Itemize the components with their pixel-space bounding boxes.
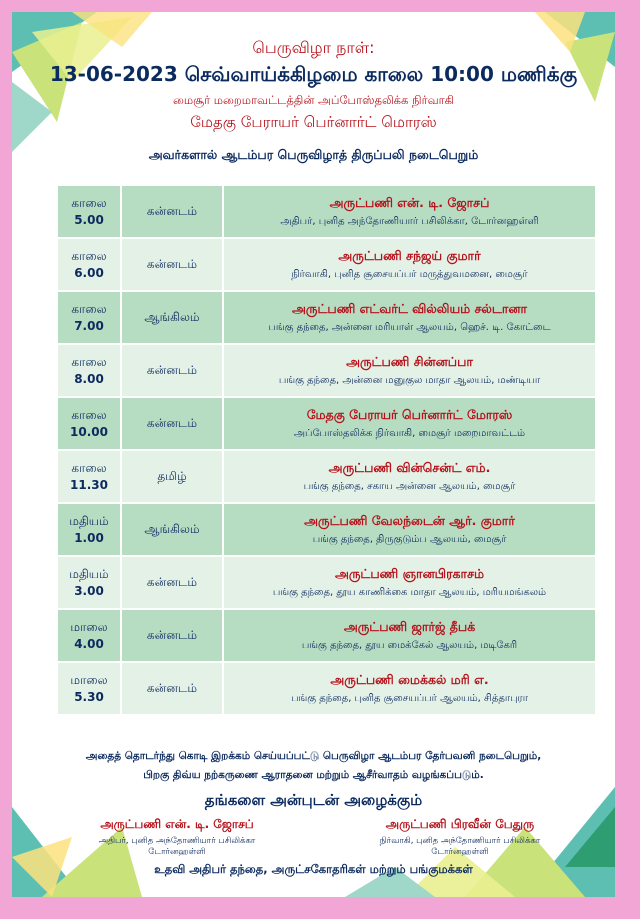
table-row	[57, 185, 596, 238]
table-row	[57, 503, 596, 556]
period-label: காலை	[71, 248, 107, 263]
time-cell	[57, 185, 121, 238]
table-row	[57, 609, 596, 662]
language-cell: கன்னடம்	[121, 185, 223, 238]
time-value: 1.00	[74, 530, 104, 545]
celebrant-cell	[223, 397, 596, 450]
celebrant-name: அருட்பணி வின்சென்ட் எம்.	[328, 460, 491, 475]
time-value: 11.30	[70, 477, 108, 492]
signatory-name: அருட்பணி பிரவீன் பேதுரு	[385, 817, 535, 831]
time-value: 5.30	[74, 689, 104, 704]
signatory-name: அருட்பணி என். டி. ஜோசப்	[100, 817, 254, 831]
celebrant-role: நிர்வாகி, புனித சூசையப்பர் மருத்துவமனை, மைசூர்	[291, 269, 528, 280]
signatory-place: டோர்னஹள்ளி	[431, 847, 489, 857]
celebrant-cell	[223, 344, 596, 397]
mass-announcement: அவர்களால் ஆடம்பர பெருவிழாத் திருப்பலி நடைபெறும்	[148, 147, 479, 162]
time-value: 5.00	[74, 212, 104, 227]
celebrant-cell	[223, 662, 596, 715]
archbishop-name: மேதகு பேராயர் பெர்னார்ட் மொரஸ்	[190, 113, 437, 131]
note-line-1: அதைத் தொடர்ந்து கொடி இறக்கம் செய்யப்பட்டு பெருவிழா ஆடம்பர தேர்பவனி நடைபெறும்,	[85, 750, 542, 762]
celebrant-name: மேதகு பேராயர் பெர்னார்ட் மோரஸ்	[306, 407, 513, 422]
language-cell: கன்னடம்	[121, 662, 223, 715]
table-row	[57, 291, 596, 344]
period-label: காலை	[71, 195, 107, 210]
celebrant-name: அருட்பணி சந்ஜய் குமார்	[338, 248, 481, 263]
feast-date-label: பெருவிழா நாள்:	[252, 38, 375, 57]
celebrant-name: அருட்பணி எட்வர்ட் வில்லியம் சல்டானா	[291, 301, 528, 316]
time-cell	[57, 556, 121, 609]
table-row	[57, 662, 596, 715]
celebrant-role: பங்கு தந்தை, தூய மைக்கேல் ஆலயம், மடிகேரி	[301, 640, 518, 651]
language-cell: கன்னடம்	[121, 397, 223, 450]
celebrant-name: அருட்பணி ஞானபிரகாசம்	[334, 566, 485, 581]
invitation-line: தங்களை அன்புடன் அழைக்கும்	[204, 791, 423, 809]
celebrant-cell	[223, 609, 596, 662]
feast-date: 13-06-2023 செவ்வாய்க்கிழமை காலை 10:00 மணிக்கு	[49, 62, 578, 86]
signatory-2	[330, 817, 590, 858]
table-row	[57, 556, 596, 609]
time-value: 8.00	[74, 371, 104, 386]
time-value: 4.00	[74, 636, 104, 651]
language-cell: ஆங்கிலம்	[121, 503, 223, 556]
period-label: மாலை	[70, 619, 108, 634]
celebrant-role: பங்கு தந்தை, அன்னை மரியாள் ஆலயம், ஹெச். டி. கோட்டை	[268, 322, 551, 333]
period-label: காலை	[71, 301, 107, 316]
celebrant-name: அருட்பணி என். டி. ஜோசப்	[329, 195, 490, 210]
period-label: காலை	[71, 354, 107, 369]
celebrant-cell	[223, 503, 596, 556]
celebrant-name: அருட்பணி வேலந்டைன் ஆர். குமார்	[304, 513, 515, 528]
time-cell	[57, 291, 121, 344]
celebrant-cell	[223, 291, 596, 344]
table-row	[57, 344, 596, 397]
celebrant-role: அப்போஸ்தலிக்க நிர்வாகி, மைசூர் மறைமாவட்டம்	[293, 428, 526, 439]
period-label: மாலை	[70, 672, 108, 687]
language-cell: கன்னடம்	[121, 238, 223, 291]
period-label: மதியம்	[69, 566, 109, 581]
time-value: 10.00	[70, 424, 108, 439]
celebrant-name: அருட்பணி சின்னப்பா	[346, 354, 473, 369]
signatory-place: டோர்னஹள்ளி	[148, 847, 206, 857]
invitation-card	[12, 12, 615, 897]
celebrant-role: பங்கு தந்தை, தூய காணிக்கை மாதா ஆலயம், மரியமங்கலம்	[272, 587, 547, 598]
celebrant-role: பங்கு தந்தை, திருகுடும்ப ஆலயம், மைசூர்	[312, 534, 507, 545]
footer-line: உதவி அதிபர் தந்தை, அருட்சகோதரிகள் மற்றும் பங்குமக்கள்	[154, 862, 473, 876]
celebrant-name: அருட்பணி ஜார்ஜ் தீபக்	[343, 619, 476, 634]
celebrant-cell	[223, 450, 596, 503]
language-cell: கன்னடம்	[121, 344, 223, 397]
mass-schedule-table	[56, 184, 597, 716]
celebrant-cell	[223, 185, 596, 238]
table-row	[57, 238, 596, 291]
table-row	[57, 397, 596, 450]
language-cell: தமிழ்	[121, 450, 223, 503]
celebrant-role: பங்கு தந்தை, அன்னை மனுகுல மாதா ஆலயம், மண்டியா	[278, 375, 541, 386]
time-cell	[57, 450, 121, 503]
table-row	[57, 450, 596, 503]
time-value: 6.00	[74, 265, 104, 280]
celebrant-cell	[223, 556, 596, 609]
language-cell: கன்னடம்	[121, 556, 223, 609]
time-value: 7.00	[74, 318, 104, 333]
diocese-admin-title: மைசூர் மறைமாவட்டத்தின் அப்போஸ்தலிக்க நிர்வாகி	[172, 93, 455, 107]
period-label: காலை	[71, 407, 107, 422]
language-cell: கன்னடம்	[121, 609, 223, 662]
celebrant-role: அதிபர், புனித அந்தோணியார் பசிலிக்கா, டோர்னஹள்ளி	[280, 216, 539, 227]
celebrant-role: பங்கு தந்தை, புனித சூசையப்பர் ஆலயம், சித்தாபுரா	[291, 693, 528, 704]
celebrant-role: பங்கு தந்தை, சகாய அன்னை ஆலயம், மைசூர்	[303, 481, 516, 492]
time-cell	[57, 238, 121, 291]
celebrant-name: அருட்பணி மைக்கல் மரி எ.	[330, 672, 489, 687]
note-line-2: பிறகு திவ்ய நற்கருணை ஆராதனை மற்றும் ஆசீர்வாதம் வழங்கப்படும்.	[143, 769, 484, 781]
signatory-role: நிர்வாகி, புனித அந்தோணியார் பசிலிக்கா	[379, 836, 541, 846]
time-value: 3.00	[74, 583, 104, 598]
time-cell	[57, 397, 121, 450]
signatory-role: அதிபர், புனித அந்தோணியார் பசிலிக்கா	[98, 836, 256, 846]
period-label: காலை	[71, 460, 107, 475]
period-label: மதியம்	[69, 513, 109, 528]
time-cell	[57, 344, 121, 397]
language-cell: ஆங்கிலம்	[121, 291, 223, 344]
celebrant-cell	[223, 238, 596, 291]
time-cell	[57, 503, 121, 556]
signatory-1	[47, 817, 307, 858]
time-cell	[57, 609, 121, 662]
time-cell	[57, 662, 121, 715]
